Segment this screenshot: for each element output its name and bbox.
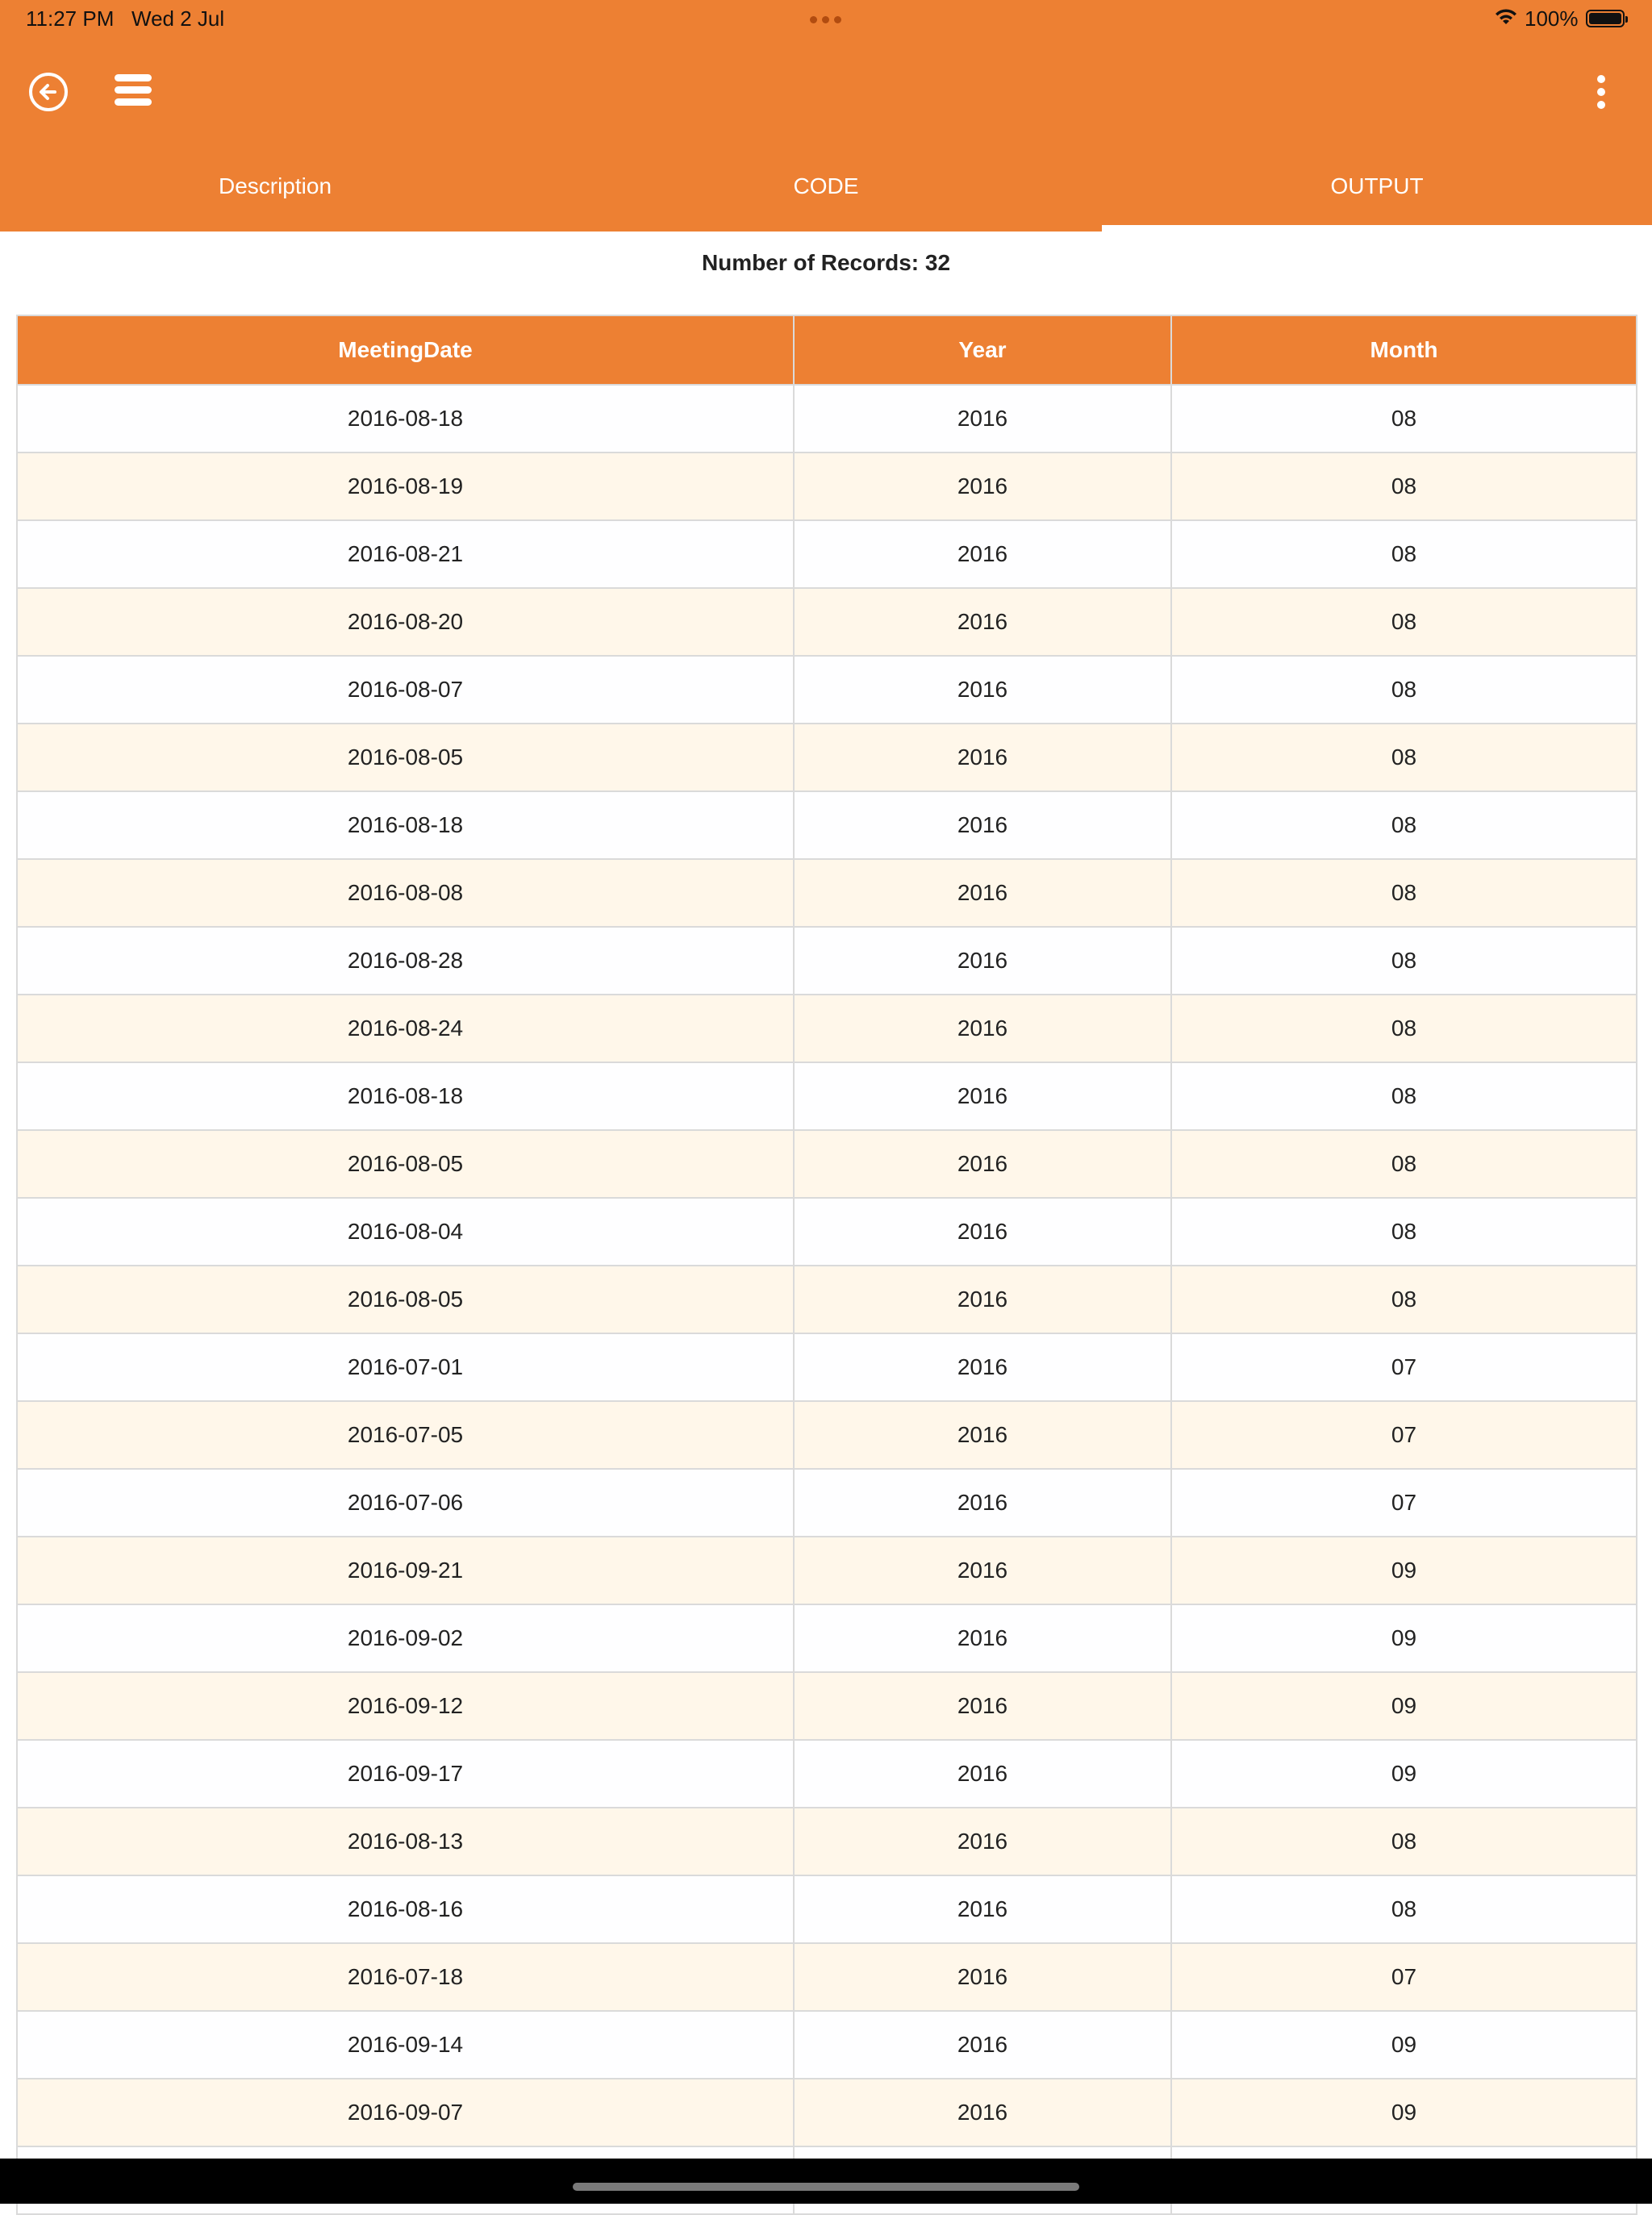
cell-meetingdate: 2016-08-21	[17, 520, 794, 588]
cell-meetingdate: 2016-08-08	[17, 859, 794, 927]
table-row[interactable]	[17, 995, 1637, 1062]
table-row[interactable]	[17, 1604, 1637, 1672]
status-bar	[0, 0, 1652, 39]
table-row[interactable]	[17, 588, 1637, 656]
records-count: Number of Records: 32	[701, 250, 951, 275]
cell-year: 2016	[794, 724, 1171, 791]
table-row[interactable]	[17, 2079, 1637, 2146]
status-time: 11:27 PM	[26, 6, 115, 31]
cell-month: 08	[1171, 995, 1637, 1062]
tab-output[interactable]: OUTPUT	[1330, 173, 1424, 198]
cell-year: 2016	[794, 2011, 1171, 2079]
cell-month: 09	[1171, 2011, 1637, 2079]
table-row[interactable]	[17, 1943, 1637, 2011]
cell-year: 2016	[794, 1740, 1171, 1808]
table-row[interactable]	[17, 1333, 1637, 1401]
cell-month: 09	[1171, 1740, 1637, 1808]
app-header	[0, 0, 1652, 232]
cell-meetingdate: 2016-08-16	[17, 1875, 794, 1943]
cell-meetingdate: 2016-08-19	[17, 453, 794, 520]
cell-year: 2016	[794, 1943, 1171, 2011]
table-row[interactable]	[17, 1062, 1637, 1130]
table-row[interactable]	[17, 453, 1637, 520]
cell-meetingdate: 2016-09-12	[17, 1672, 794, 1740]
active-tab-indicator	[1102, 225, 1652, 232]
cell-month: 08	[1171, 724, 1637, 791]
cell-month: 08	[1171, 859, 1637, 927]
cell-month: 08	[1171, 1808, 1637, 1875]
cell-year: 2016	[794, 385, 1171, 453]
cell-meetingdate: 2016-07-18	[17, 1943, 794, 2011]
more-vertical-icon[interactable]	[1589, 71, 1613, 113]
table-row[interactable]	[17, 1469, 1637, 1537]
cell-year: 2016	[794, 588, 1171, 656]
cell-month: 08	[1171, 453, 1637, 520]
cell-month: 09	[1171, 2079, 1637, 2146]
bottom-bar	[0, 2159, 1652, 2204]
table-row[interactable]	[17, 927, 1637, 995]
cell-year: 2016	[794, 520, 1171, 588]
table-row[interactable]	[17, 1672, 1637, 1740]
table-row[interactable]	[17, 1198, 1637, 1266]
cell-year: 2016	[794, 453, 1171, 520]
cell-year: 2016	[794, 859, 1171, 927]
table-row[interactable]	[17, 1401, 1637, 1469]
table-row[interactable]	[17, 1130, 1637, 1198]
cell-year: 2016	[794, 1130, 1171, 1198]
cell-month: 07	[1171, 1333, 1637, 1401]
cell-meetingdate: 2016-08-05	[17, 1266, 794, 1333]
cell-meetingdate: 2016-08-05	[17, 1130, 794, 1198]
cell-year: 2016	[794, 1401, 1171, 1469]
table-row[interactable]	[17, 520, 1637, 588]
cell-year: 2016	[794, 927, 1171, 995]
table-row[interactable]	[17, 1266, 1637, 1333]
cell-year: 2016	[794, 1333, 1171, 1401]
cell-meetingdate: 2016-09-14	[17, 2011, 794, 2079]
cell-meetingdate: 2016-08-05	[17, 724, 794, 791]
cell-meetingdate: 2016-07-01	[17, 1333, 794, 1401]
cell-year: 2016	[794, 791, 1171, 859]
table-row[interactable]	[17, 1537, 1637, 1604]
table-body	[17, 385, 1637, 2214]
cell-meetingdate: 2016-08-28	[17, 927, 794, 995]
table-row[interactable]	[17, 1875, 1637, 1943]
cell-meetingdate: 2016-08-24	[17, 995, 794, 1062]
cell-meetingdate: 2016-08-07	[17, 656, 794, 724]
cell-month: 08	[1171, 520, 1637, 588]
cell-meetingdate: 2016-07-05	[17, 1401, 794, 1469]
cell-month: 07	[1171, 1469, 1637, 1537]
output-table-container[interactable]	[16, 315, 1636, 2215]
cell-meetingdate: 2016-09-21	[17, 1537, 794, 1604]
hamburger-menu-icon[interactable]	[113, 71, 153, 110]
table-row[interactable]	[17, 1808, 1637, 1875]
home-indicator[interactable]	[573, 2183, 1079, 2191]
cell-month: 08	[1171, 927, 1637, 995]
cell-month: 08	[1171, 1266, 1637, 1333]
cell-meetingdate: 2016-09-02	[17, 1604, 794, 1672]
table-row[interactable]	[17, 724, 1637, 791]
table-row[interactable]	[17, 656, 1637, 724]
cell-meetingdate: 2016-08-20	[17, 588, 794, 656]
table-row[interactable]	[17, 1740, 1637, 1808]
cell-meetingdate: 2016-09-17	[17, 1740, 794, 1808]
cell-month: 09	[1171, 1604, 1637, 1672]
cell-month: 08	[1171, 1875, 1637, 1943]
multitasking-dots-icon[interactable]	[807, 0, 845, 39]
cell-year: 2016	[794, 1469, 1171, 1537]
cell-year: 2016	[794, 1808, 1171, 1875]
table-row[interactable]	[17, 2011, 1637, 2079]
cell-month: 07	[1171, 1401, 1637, 1469]
column-header-meetingdate[interactable]: MeetingDate	[17, 315, 794, 385]
cell-meetingdate: 2016-08-18	[17, 385, 794, 453]
output-table	[16, 315, 1637, 2215]
table-row[interactable]	[17, 859, 1637, 927]
toolbar	[0, 56, 1652, 124]
cell-year: 2016	[794, 995, 1171, 1062]
status-time-date	[26, 6, 224, 31]
column-header-year[interactable]: Year	[794, 315, 1171, 385]
cell-year: 2016	[794, 1604, 1171, 1672]
table-header-row	[17, 315, 1637, 385]
cell-month: 08	[1171, 656, 1637, 724]
cell-year: 2016	[794, 1062, 1171, 1130]
cell-year: 2016	[794, 1537, 1171, 1604]
cell-year: 2016	[794, 1672, 1171, 1740]
cell-month: 08	[1171, 1062, 1637, 1130]
cell-meetingdate: 2016-09-07	[17, 2079, 794, 2146]
cell-year: 2016	[794, 1198, 1171, 1266]
cell-month: 07	[1171, 1943, 1637, 2011]
cell-month: 08	[1171, 1198, 1637, 1266]
status-date: Wed 2 Jul	[131, 6, 225, 31]
back-icon[interactable]	[27, 71, 69, 113]
battery-icon	[1586, 10, 1625, 27]
cell-month: 08	[1171, 588, 1637, 656]
cell-meetingdate: 2016-07-06	[17, 1469, 794, 1537]
tab-code[interactable]: CODE	[793, 173, 859, 198]
cell-meetingdate: 2016-08-04	[17, 1198, 794, 1266]
tab-description[interactable]: Description	[218, 173, 332, 198]
cell-month: 08	[1171, 791, 1637, 859]
cell-meetingdate: 2016-08-18	[17, 1062, 794, 1130]
cell-month: 08	[1171, 1130, 1637, 1198]
column-header-month[interactable]: Month	[1171, 315, 1637, 385]
table-row[interactable]	[17, 385, 1637, 453]
wifi-icon	[1494, 8, 1518, 27]
cell-meetingdate: 2016-08-13	[17, 1808, 794, 1875]
cell-year: 2016	[794, 2079, 1171, 2146]
cell-year: 2016	[794, 1875, 1171, 1943]
cell-month: 08	[1171, 385, 1637, 453]
battery-percent: 100%	[1525, 6, 1579, 31]
tab-bar	[0, 158, 1652, 232]
cell-year: 2016	[794, 1266, 1171, 1333]
cell-month: 09	[1171, 1672, 1637, 1740]
table-row[interactable]	[17, 791, 1637, 859]
cell-meetingdate: 2016-08-18	[17, 791, 794, 859]
cell-year: 2016	[794, 656, 1171, 724]
cell-month: 09	[1171, 1537, 1637, 1604]
